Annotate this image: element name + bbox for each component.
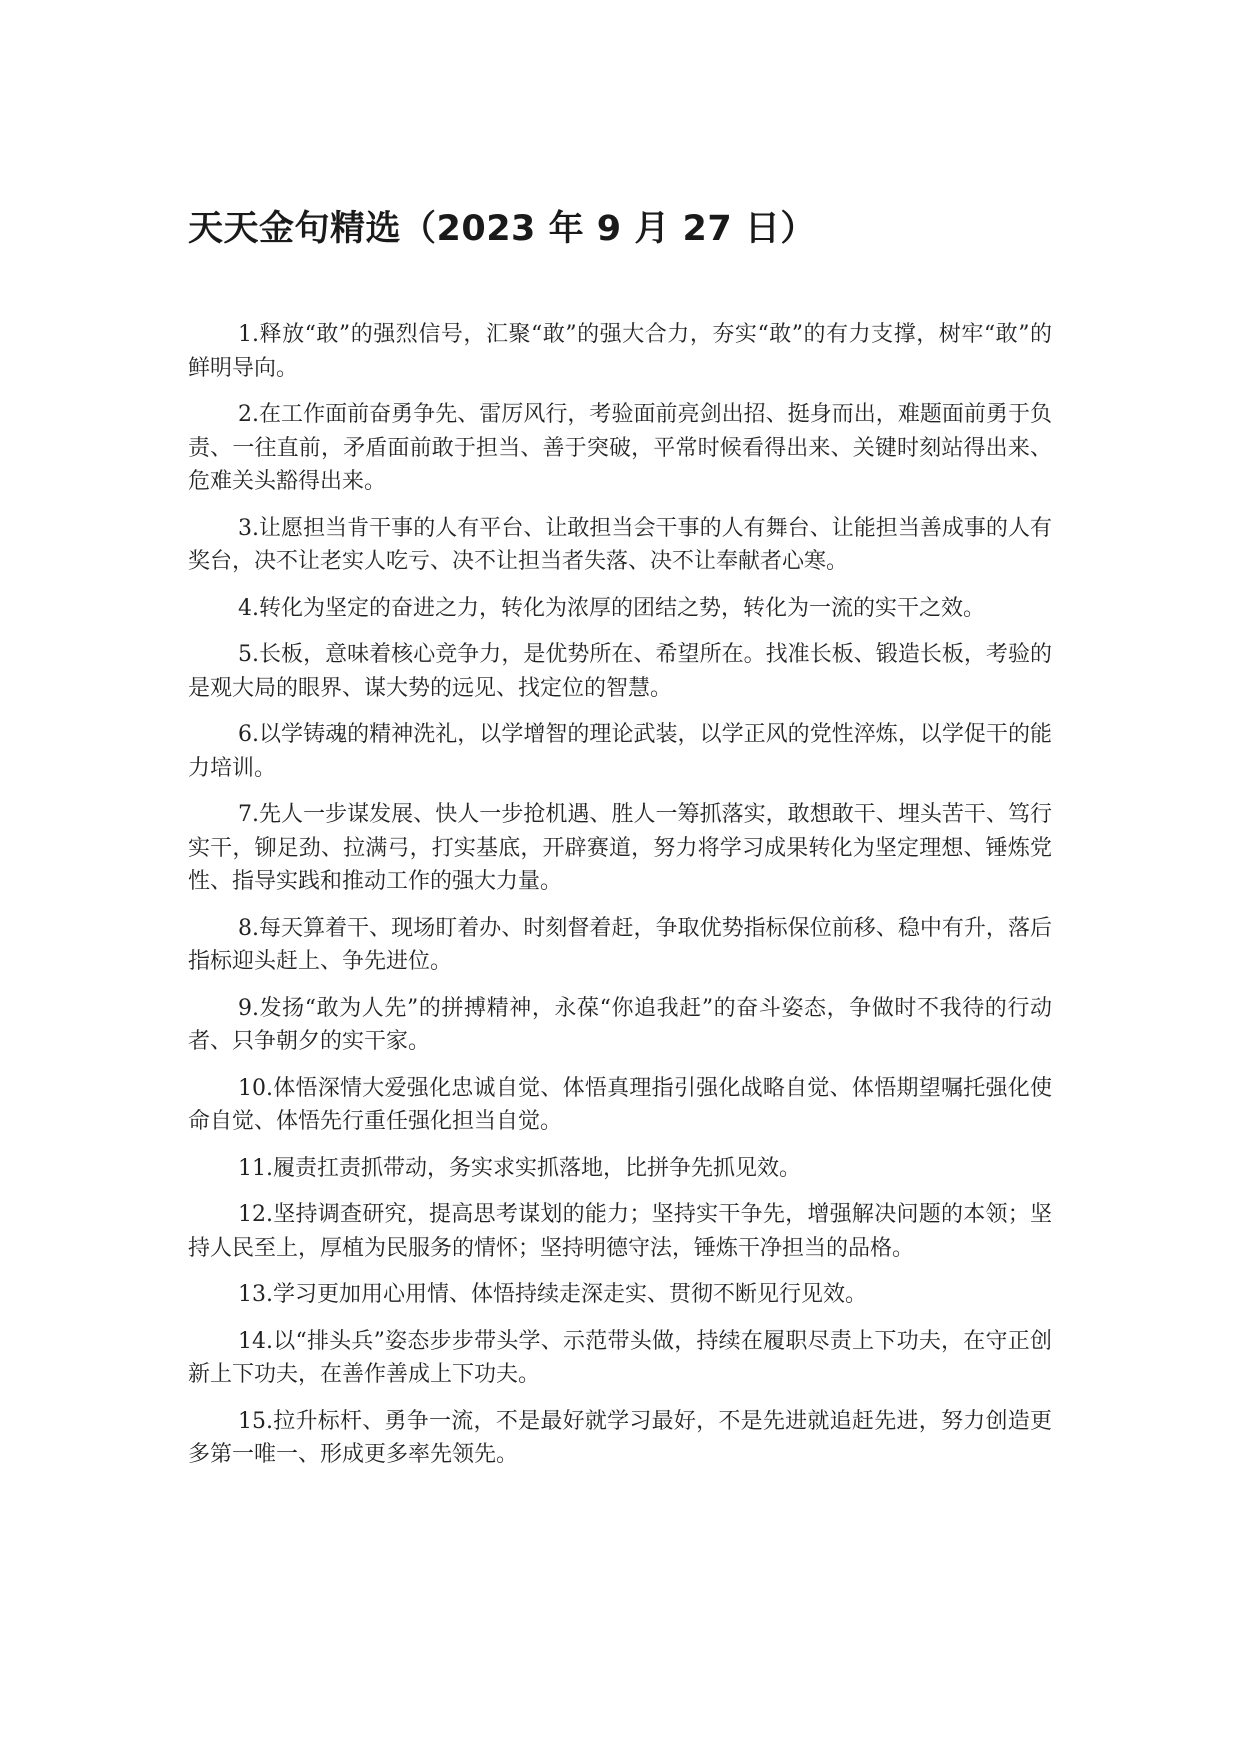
quote-item: 10.体悟深情大爱强化忠诚自觉、体悟真理指引强化战略自觉、体悟期望嘱托强化使命自觉、体悟先行重任强化担当自觉。 <box>188 1075 1052 1134</box>
document-page <box>188 205 1052 1485</box>
quote-item: 3.让愿担当肯干事的人有平台、让敢担当会干事的人有舞台、让能担当善成事的人有奖台，决不让老实人吃亏、决不让担当者失落、决不让奉献者心寒。 <box>188 515 1052 574</box>
quote-item: 12.坚持调查研究，提高思考谋划的能力；坚持实干争先，增强解决问题的本领；坚持人民至上，厚植为民服务的情怀；坚持明德守法，锤炼干净担当的品格。 <box>188 1202 1052 1261</box>
quote-item: 1.释放“敢”的强烈信号，汇聚“敢”的强大合力，夯实“敢”的有力支撑，树牢“敢”的鲜明导向。 <box>188 322 1052 381</box>
quote-item: 13.学习更加用心用情、体悟持续走深走实、贯彻不断见行见效。 <box>238 1282 867 1307</box>
quote-item: 7.先人一步谋发展、快人一步抢机遇、胜人一筹抓落实，敢想敢干、埋头苦干、笃行实干，铆足劲、拉满弓，打实基底，开辟赛道，努力将学习成果转化为坚定理想、锤炼党性、指导实践和推动工作的强大力量。 <box>188 802 1052 894</box>
quote-item: 14.以“排头兵”姿态步步带头学、示范带头做，持续在履职尽责上下功夫，在守正创新上下功夫，在善作善成上下功夫。 <box>188 1328 1052 1387</box>
quote-item: 5.长板，意味着核心竞争力，是优势所在、希望所在。找准长板、锻造长板，考验的是观大局的眼界、谋大势的远见、找定位的智慧。 <box>188 642 1052 701</box>
quote-item: 2.在工作面前奋勇争先、雷厉风行，考验面前亮剑出招、挺身而出，难题面前勇于负责、一往直前，矛盾面前敢于担当、善于突破，平常时候看得出来、关键时刻站得出来、危难关头豁得出来。 <box>188 402 1052 494</box>
quote-item: 11.履责扛责抓带动，务实求实抓落地，比拼争先抓见效。 <box>238 1155 801 1181</box>
quote-item: 6.以学铸魂的精神洗礼，以学增智的理论武装，以学正风的党性淬炼，以学促干的能力培训。 <box>188 722 1052 781</box>
quote-item: 15.拉升标杆、勇争一流，不是最好就学习最好，不是先进就追赶先进，努力创造更多第一唯一、形成更多率先领先。 <box>188 1408 1052 1467</box>
quote-item: 4.转化为坚定的奋进之力，转化为浓厚的团结之势，转化为一流的实干之效。 <box>238 595 985 621</box>
document-title: 天天金句精选（2023 年 9 月 27 日） <box>188 209 816 249</box>
quote-item: 9.发扬“敢为人先”的拼搏精神，永葆“你追我赶”的奋斗姿态，争做时不我待的行动者、只争朝夕的实干家。 <box>188 995 1052 1054</box>
quote-list <box>188 318 1052 1472</box>
quote-item: 8.每天算着干、现场盯着办、时刻督着赶，争取优势指标保位前移、稳中有升，落后指标迎头赶上、争先进位。 <box>188 915 1052 974</box>
